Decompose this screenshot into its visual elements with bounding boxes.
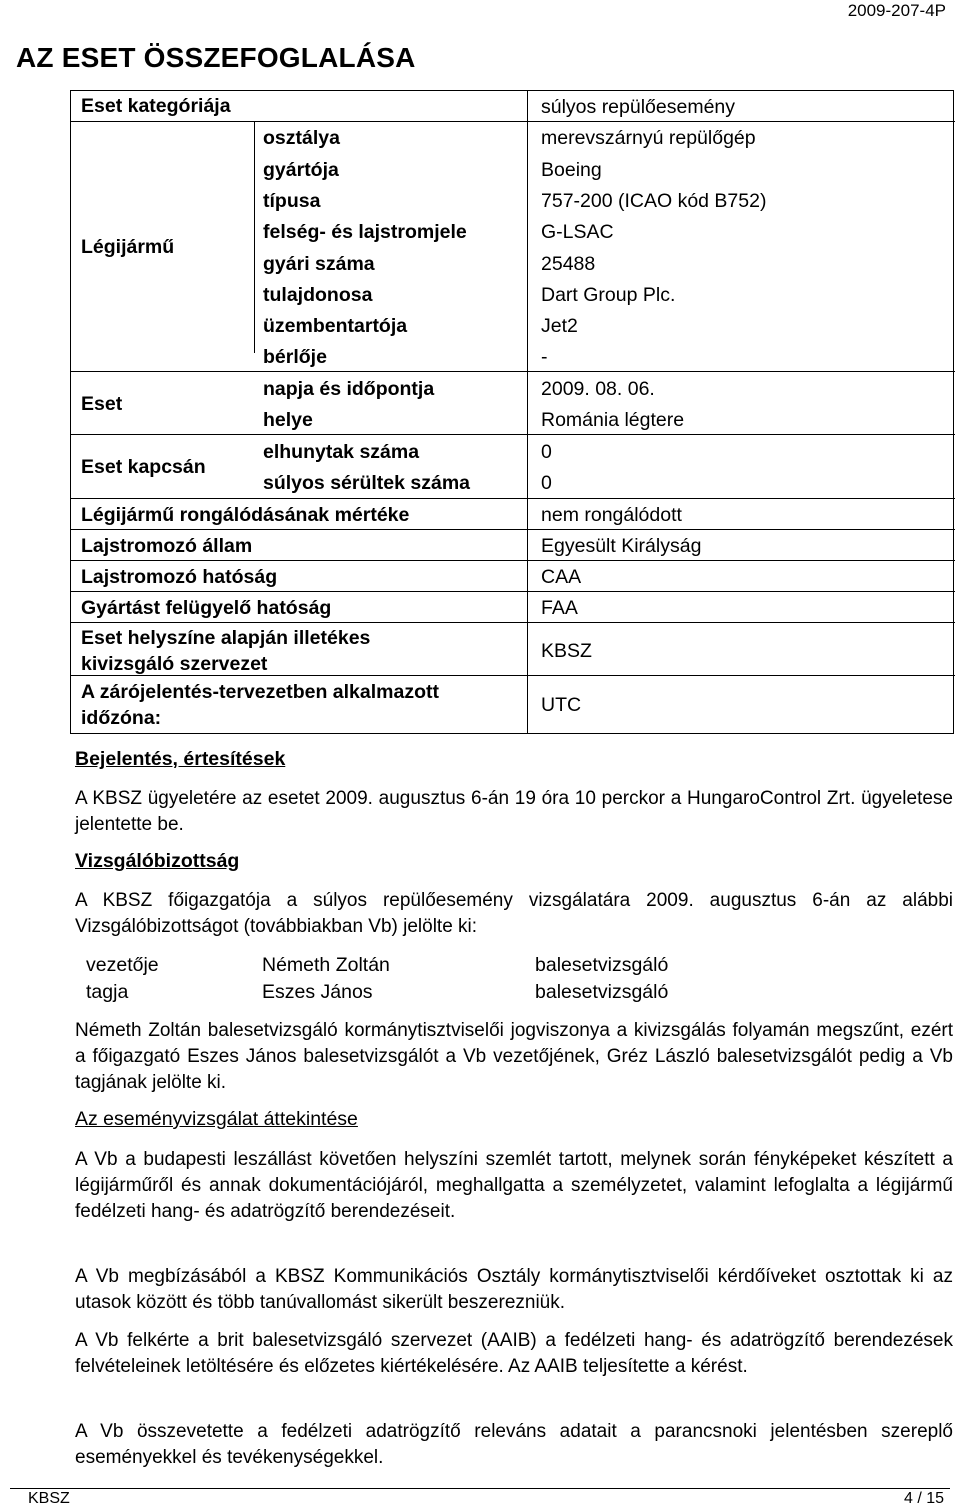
casualty-group-label: Eset kapcsán: [81, 456, 206, 478]
summary-table: [70, 90, 954, 734]
notification-text: A KBSZ ügyeletére az esetet 2009. augusztus 6-án 19 óra 10 perckor a HungaroControl Zrt. ügyeletese jelentette be.: [75, 788, 953, 835]
aircraft-manufacturer-label: gyártója: [263, 159, 339, 181]
investigating-org-label-line2: kivizsgáló szervezet: [81, 653, 268, 675]
member-title: balesetvizsgáló: [535, 981, 669, 1003]
table-divider: [71, 121, 955, 122]
member-role: vezetője: [86, 954, 159, 976]
table-divider: [71, 371, 955, 372]
aircraft-operator-label: üzembentartója: [263, 315, 408, 337]
event-location-label: helye: [263, 409, 313, 431]
member-title: balesetvizsgáló: [535, 954, 669, 976]
aircraft-lessee-value: -: [541, 346, 548, 368]
manufacturing-authority-value: FAA: [541, 597, 578, 619]
aircraft-class-label: osztálya: [263, 127, 340, 149]
committee-heading: Vizsgálóbizottság: [75, 850, 240, 872]
aircraft-registration-label: felség- és lajstromjele: [263, 221, 467, 243]
member-role: tagja: [86, 981, 129, 1003]
damage-value: nem rongálódott: [541, 504, 682, 526]
aircraft-operator-value: Jet2: [541, 315, 578, 337]
table-divider: [71, 529, 955, 530]
aircraft-owner-value: Dart Group Plc.: [541, 284, 676, 306]
registry-state-label: Lajstromozó állam: [81, 535, 253, 557]
serious-injuries-label: súlyos sérültek száma: [263, 472, 471, 494]
aircraft-type-label: típusa: [263, 190, 321, 212]
table-divider: [71, 560, 955, 561]
registry-authority-label: Lajstromozó hatóság: [81, 566, 278, 588]
fatalities-label: elhunytak száma: [263, 441, 420, 463]
aircraft-lessee-label: bérlője: [263, 346, 327, 368]
serious-injuries-value: 0: [541, 472, 552, 494]
event-date-value: 2009. 08. 06.: [541, 378, 655, 400]
committee-text: A KBSZ főigazgatója a súlyos repülőesemény vizsgálatára 2009. augusztus 6-án az alábbi Vizsgálóbizottságot (továbbiakban Vb) jelölte ki:: [75, 890, 953, 937]
member-name: Eszes János: [262, 981, 373, 1003]
category-label: Eset kategóriája: [81, 95, 231, 117]
page-title: AZ ESET ÖSSZEFOGLALÁSA: [16, 42, 416, 73]
investigating-org-label-line1: Eset helyszíne alapján illetékes: [81, 627, 371, 649]
timezone-value: UTC: [541, 694, 582, 716]
timezone-label-line1: A zárójelentés-tervezetben alkalmazott: [81, 681, 439, 703]
member-name: Németh Zoltán: [262, 954, 390, 976]
aircraft-registration-value: G-LSAC: [541, 221, 614, 243]
footer-org: KBSZ: [28, 1490, 70, 1507]
aircraft-serial-label: gyári száma: [263, 253, 375, 275]
timezone-label-line2: időzóna:: [81, 707, 162, 729]
table-divider: [71, 434, 955, 435]
aircraft-serial-value: 25488: [541, 253, 596, 275]
table-divider: [254, 121, 255, 353]
aircraft-class-value: merevszárnyú repülőgép: [541, 127, 756, 149]
event-location-value: Románia légtere: [541, 409, 685, 431]
notification-heading: Bejelentés, értesítések: [75, 748, 286, 770]
overview-paragraph: A Vb megbízásából a KBSZ Kommunikációs Osztály kormánytisztviselői kérdőíveket osztottak ki az utasok között és több tanúvallomást sikerült beszerezniük.: [75, 1266, 953, 1313]
fatalities-value: 0: [541, 441, 552, 463]
overview-paragraph: A Vb a budapesti leszállást követően helyszíni szemlét tartott, melynek során fényképeket készített a légijárműről és annak dokumentációjáról, meghallgatta a személyzetet, valamint lefoglalta a légijármű fedélzeti hang- és adatrögzítő berendezéseit.: [75, 1149, 953, 1222]
aircraft-owner-label: tulajdonosa: [263, 284, 373, 306]
event-date-label: napja és időpontja: [263, 378, 435, 400]
overview-paragraph: A Vb felkérte a brit balesetvizsgáló szervezet (AAIB) a fedélzeti hang- és adatrögzítő berendezések felvételeinek letöltésére és előzetes kiértékelésére. Az AAIB teljesítette a kérést.: [75, 1330, 953, 1377]
footer-divider: [10, 1488, 950, 1489]
page-number: 4 / 15: [903, 1490, 944, 1507]
document-code: 2009-207-4P: [847, 1, 946, 20]
overview-heading: Az eseményvizsgálat áttekintése: [75, 1108, 358, 1130]
damage-label: Légijármű rongálódásának mértéke: [81, 504, 410, 526]
aircraft-manufacturer-value: Boeing: [541, 159, 602, 181]
overview-paragraph: A Vb összevetette a fedélzeti adatrögzítő releváns adatait a parancsnoki jelentésben szereplő eseményekkel és tevékenységekkel.: [75, 1421, 953, 1468]
aircraft-type-value: 757-200 (ICAO kód B752): [541, 190, 767, 212]
table-divider: [71, 622, 955, 623]
committee-note: Németh Zoltán balesetvizsgáló kormánytisztviselői jogviszonya a kivizsgálás folyamán megszűnt, ezért a főigazgató Eszes János balesetvizsgálót a Vb vezetőjének, Gréz László balesetvizsgálót pedig a Vb tagjának jelölte ki.: [75, 1020, 953, 1093]
investigating-org-value: KBSZ: [541, 640, 592, 662]
event-group-label: Eset: [81, 393, 123, 415]
aircraft-group-label: Légijármű: [81, 236, 175, 258]
table-divider: [71, 591, 955, 592]
table-divider: [527, 91, 528, 733]
table-divider: [71, 498, 955, 499]
manufacturing-authority-label: Gyártást felügyelő hatóság: [81, 597, 332, 619]
registry-state-value: Egyesült Királyság: [541, 535, 702, 557]
registry-authority-value: CAA: [541, 566, 582, 588]
category-value: súlyos repülőesemény: [541, 96, 736, 118]
